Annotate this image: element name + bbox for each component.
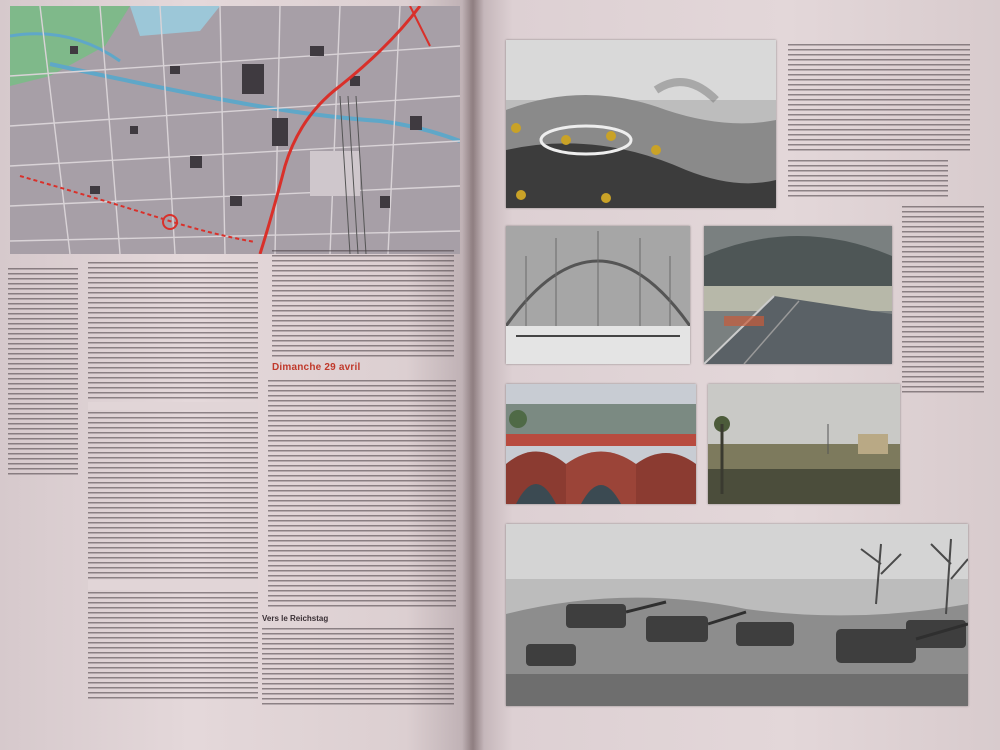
aerial-battle-photo bbox=[506, 40, 776, 208]
body-text-column-1 bbox=[8, 268, 78, 478]
book-gutter bbox=[462, 0, 484, 750]
station-platform-color-photo bbox=[704, 226, 892, 364]
subsection-heading: Vers le Reichstag bbox=[262, 614, 329, 623]
red-bridge-color-photo bbox=[506, 384, 696, 504]
body-text-column-3c bbox=[262, 628, 454, 706]
photo-caption-3 bbox=[902, 206, 984, 396]
photo-caption-2 bbox=[788, 160, 948, 200]
station-hall-interior-photo bbox=[506, 226, 690, 364]
body-text-column-2 bbox=[88, 262, 258, 702]
photo-caption-1 bbox=[788, 44, 970, 154]
body-text-column-3b bbox=[268, 380, 456, 608]
destroyed-tanks-photo bbox=[506, 524, 968, 706]
body-text-column-3 bbox=[272, 250, 454, 358]
section-heading: Dimanche 29 avril bbox=[272, 362, 361, 373]
city-map bbox=[10, 6, 460, 254]
right-page bbox=[470, 0, 1000, 750]
left-page bbox=[0, 0, 478, 750]
riverbank-color-photo bbox=[708, 384, 900, 504]
